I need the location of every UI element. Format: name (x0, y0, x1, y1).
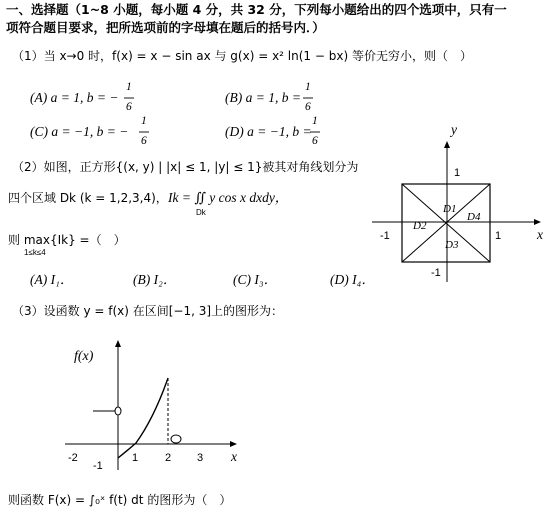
q1-b-den: 6 (305, 101, 311, 113)
q2-axis-x-label: x (537, 227, 543, 242)
q2-tick-neg1-bottom: -1 (431, 267, 441, 279)
q2-stem-line1: （2）如图，正方形{(x, y) | |x| ≤ 1, |y| ≤ 1}被其对角线划分为 (12, 160, 359, 174)
option-text: I₄． (352, 272, 375, 287)
q1-a-num: 1 (126, 81, 132, 93)
q2-stem-line3: 则 max{Ik} =（ ） (8, 233, 126, 247)
option-label: (D) (330, 272, 349, 287)
q1-d-den: 6 (312, 135, 318, 147)
option-text: I₃． (254, 272, 278, 287)
option-label: (B) (225, 90, 243, 105)
q3-tick-neg1: -1 (93, 460, 103, 472)
q2-tick-neg1-left: -1 (380, 230, 390, 242)
option-label: (A) (30, 90, 48, 105)
q2-max-sub: 1≤k≤4 (24, 248, 46, 257)
section-header-line2: 项符合题目要求，把所选项前的字母填在题后的括号内．） (6, 20, 325, 35)
q3-tick-2: 2 (165, 452, 172, 464)
q3-open-point-right (171, 435, 181, 443)
q2-integral-sub: Dk (196, 208, 206, 217)
option-text: a = −1, b = (247, 124, 312, 139)
q2-integral: Ik = ∬ y cos x dxdy， (168, 190, 289, 205)
q3-func-label: f(x) (74, 349, 94, 364)
option-label: (B) (133, 272, 151, 287)
q1-c-num: 1 (141, 115, 147, 127)
q2-tick-1-top: 1 (454, 167, 461, 179)
option-text: a = −1, b = − (51, 124, 129, 139)
q3-tick-1: 1 (132, 452, 139, 464)
q1-d-num: 1 (312, 115, 318, 127)
option-text: a = 1, b = (245, 90, 301, 105)
q2-region-d1: D1 (443, 203, 457, 215)
option-text: a = 1, b = − (50, 90, 119, 105)
option-label: (C) (30, 124, 48, 139)
q2-region-d4: D4 (467, 211, 481, 223)
q1-a-den: 6 (126, 101, 132, 113)
q2-stem-line2: 四个区域 Dk (k = 1,2,3,4)， (8, 191, 168, 205)
q2-tick-1-right: 1 (495, 230, 502, 242)
q3-y-arrow-icon (115, 340, 121, 347)
q3-stem: （3）设函数 y = f(x) 在区间[−1, 3]上的图形为： (12, 304, 284, 318)
q3-tick-neg2: -2 (68, 452, 78, 464)
q2-axis-y-label: y (451, 122, 457, 137)
option-text: I₂． (153, 272, 177, 287)
q3-x-arrow-icon (230, 441, 237, 447)
q3-axis-x-label: x (231, 449, 237, 464)
option-label: (A) (30, 272, 48, 287)
section-header-line1: 一、选择题（1~8 小题，每小题 4 分，共 32 分，下列每小题给出的四个选项中，只有一 (6, 2, 507, 17)
q1-b-num: 1 (305, 81, 311, 93)
option-label: (C) (233, 272, 251, 287)
q1-stem: （1）当 x→0 时，f(x) = x − sin ax 与 g(x) = x² ln(1 − bx) 等价无穷小，则（ ） (12, 49, 472, 63)
q3-tail: 则函数 F(x) = ∫₀ˣ f(t) dt 的图形为（ ） (8, 493, 232, 507)
q3-tick-3: 3 (197, 452, 204, 464)
q3-open-point-left (115, 407, 121, 415)
option-label: (D) (225, 124, 244, 139)
option-text: I₁． (50, 272, 74, 287)
q1-c-den: 6 (141, 135, 147, 147)
q3-curve (118, 378, 168, 458)
q2-region-d3: D3 (445, 239, 459, 251)
q2-region-d2: D2 (413, 220, 427, 232)
